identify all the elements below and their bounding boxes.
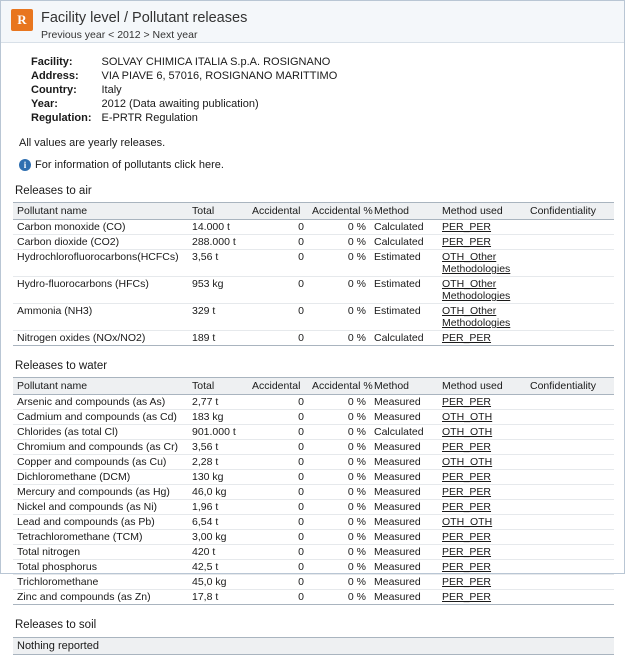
- cell-total: 3,56 t: [188, 440, 248, 455]
- cell-total: 2,28 t: [188, 455, 248, 470]
- method-used-link[interactable]: OTH_OTH: [442, 456, 493, 468]
- cell-confidentiality: [526, 235, 614, 250]
- cell-accidental-pct: 0 %: [308, 455, 370, 470]
- info-icon: i: [19, 159, 31, 171]
- cell-accidental-pct: 0 %: [308, 575, 370, 590]
- cell-method: Measured: [370, 395, 438, 410]
- cell-accidental-pct: 0 %: [308, 395, 370, 410]
- detail-label-country: Country:: [31, 84, 77, 96]
- cell-method-used[interactable]: [438, 331, 526, 346]
- cell-total: 42,5 t: [188, 560, 248, 575]
- cell-method: Estimated: [370, 250, 438, 277]
- column-confidentiality: Confidentiality: [526, 203, 614, 220]
- cell-pollutant-name: Arsenic and compounds (as As): [13, 395, 188, 410]
- cell-method: Calculated: [370, 235, 438, 250]
- cell-accidental-pct: 0 %: [308, 500, 370, 515]
- method-used-link[interactable]: OTH_Other Methodologies: [442, 305, 511, 329]
- detail-row-address: [31, 69, 337, 83]
- method-used-link[interactable]: PER_PER: [442, 441, 492, 453]
- cell-accidental: 0: [248, 455, 308, 470]
- column-method-used: Method used: [438, 203, 526, 220]
- cell-pollutant-name: Chromium and compounds (as Cr): [13, 440, 188, 455]
- method-used-link[interactable]: PER_PER: [442, 471, 492, 483]
- cell-accidental-pct: 0 %: [308, 485, 370, 500]
- cell-method: Calculated: [370, 331, 438, 346]
- cell-method-used[interactable]: [438, 575, 526, 590]
- column-pollutant-name: Pollutant name: [13, 203, 188, 220]
- method-used-link[interactable]: OTH_Other Methodologies: [442, 251, 511, 275]
- cell-confidentiality: [526, 455, 614, 470]
- cell-accidental-pct: 0 %: [308, 425, 370, 440]
- column-method: Method: [370, 378, 438, 395]
- table-row: [13, 425, 614, 440]
- cell-pollutant-name: Nitrogen oxides (NOx/NO2): [13, 331, 188, 346]
- cell-method: Measured: [370, 530, 438, 545]
- table-row: [13, 560, 614, 575]
- cell-confidentiality: [526, 560, 614, 575]
- next-year-link[interactable]: Next year: [152, 29, 198, 41]
- cell-pollutant-name: Lead and compounds (as Pb): [13, 515, 188, 530]
- cell-confidentiality: [526, 530, 614, 545]
- previous-year-link[interactable]: Previous year: [41, 29, 106, 41]
- cell-method-used[interactable]: [438, 470, 526, 485]
- releases-to-water-table: [13, 377, 614, 605]
- method-used-link[interactable]: PER_PER: [442, 531, 492, 543]
- section-title-soil: Releases to soil: [15, 619, 97, 631]
- cell-total: 46,0 kg: [188, 485, 248, 500]
- detail-label-year: Year:: [31, 98, 58, 110]
- method-used-link[interactable]: PER_PER: [442, 591, 492, 603]
- cell-method: Measured: [370, 455, 438, 470]
- method-used-link[interactable]: OTH_OTH: [442, 426, 493, 438]
- cell-confidentiality: [526, 304, 614, 331]
- cell-accidental: 0: [248, 530, 308, 545]
- cell-accidental-pct: 0 %: [308, 220, 370, 235]
- cell-accidental-pct: 0 %: [308, 331, 370, 346]
- cell-total: 189 t: [188, 331, 248, 346]
- cell-pollutant-name: Carbon dioxide (CO2): [13, 235, 188, 250]
- cell-method-used[interactable]: [438, 277, 526, 304]
- column-total: Total: [188, 203, 248, 220]
- page-title: Facility level / Pollutant releases: [41, 10, 248, 26]
- cell-accidental: 0: [248, 500, 308, 515]
- cell-method: Measured: [370, 485, 438, 500]
- releases-to-water-body: [13, 395, 614, 605]
- detail-row-facility: [31, 55, 337, 69]
- cell-pollutant-name: Hydro-fluorocarbons (HFCs): [13, 277, 188, 304]
- cell-accidental-pct: 0 %: [308, 560, 370, 575]
- cell-method-used[interactable]: [438, 304, 526, 331]
- cell-pollutant-name: Mercury and compounds (as Hg): [13, 485, 188, 500]
- cell-accidental-pct: 0 %: [308, 250, 370, 277]
- cell-confidentiality: [526, 250, 614, 277]
- table-row: [13, 575, 614, 590]
- cell-accidental-pct: 0 %: [308, 530, 370, 545]
- cell-pollutant-name: Trichloromethane: [13, 575, 188, 590]
- cell-method: Estimated: [370, 304, 438, 331]
- cell-total: 183 kg: [188, 410, 248, 425]
- cell-total: 420 t: [188, 545, 248, 560]
- cell-method-used[interactable]: [438, 560, 526, 575]
- cell-method-used[interactable]: [438, 410, 526, 425]
- cell-method-used[interactable]: [438, 530, 526, 545]
- cell-pollutant-name: Carbon monoxide (CO): [13, 220, 188, 235]
- method-used-link[interactable]: PER_PER: [442, 396, 492, 408]
- cell-method: Measured: [370, 590, 438, 605]
- cell-confidentiality: [526, 440, 614, 455]
- cell-accidental-pct: 0 %: [308, 235, 370, 250]
- cell-total: 14.000 t: [188, 220, 248, 235]
- cell-accidental: 0: [248, 545, 308, 560]
- cell-confidentiality: [526, 590, 614, 605]
- cell-method: Measured: [370, 470, 438, 485]
- cell-confidentiality: [526, 485, 614, 500]
- table-row: [13, 515, 614, 530]
- cell-confidentiality: [526, 410, 614, 425]
- cell-confidentiality: [526, 395, 614, 410]
- cell-accidental: 0: [248, 485, 308, 500]
- cell-method-used[interactable]: [438, 545, 526, 560]
- detail-label-regulation: Regulation:: [31, 112, 92, 124]
- table-header-row: [13, 378, 614, 395]
- yearly-releases-note: All values are yearly releases.: [19, 137, 166, 149]
- cell-total: 901.000 t: [188, 425, 248, 440]
- cell-accidental: 0: [248, 470, 308, 485]
- cell-total: 953 kg: [188, 277, 248, 304]
- detail-label-facility: Facility:: [31, 56, 73, 68]
- cell-method-used[interactable]: [438, 515, 526, 530]
- cell-accidental-pct: 0 %: [308, 470, 370, 485]
- separator-left: <: [108, 29, 115, 41]
- detail-label-address: Address:: [31, 70, 79, 82]
- cell-pollutant-name: Total phosphorus: [13, 560, 188, 575]
- cell-pollutant-name: Dichloromethane (DCM): [13, 470, 188, 485]
- cell-method-used[interactable]: [438, 235, 526, 250]
- soil-nothing-reported: Nothing reported: [13, 637, 614, 655]
- cell-total: 6,54 t: [188, 515, 248, 530]
- cell-confidentiality: [526, 470, 614, 485]
- cell-method-used[interactable]: [438, 500, 526, 515]
- cell-pollutant-name: Nickel and compounds (as Ni): [13, 500, 188, 515]
- cell-accidental-pct: 0 %: [308, 440, 370, 455]
- detail-value-year: 2012 (Data awaiting publication): [101, 98, 259, 110]
- method-used-link[interactable]: OTH_Other Methodologies: [442, 278, 511, 302]
- column-total: Total: [188, 378, 248, 395]
- cell-pollutant-name: Cadmium and compounds (as Cd): [13, 410, 188, 425]
- cell-method: Measured: [370, 560, 438, 575]
- cell-total: 329 t: [188, 304, 248, 331]
- cell-accidental: 0: [248, 277, 308, 304]
- method-used-link[interactable]: PER_PER: [442, 561, 492, 573]
- cell-method-used[interactable]: [438, 440, 526, 455]
- cell-accidental: 0: [248, 425, 308, 440]
- pollutant-info-link[interactable]: For information of pollutants click here.: [35, 159, 224, 171]
- cell-total: 2,77 t: [188, 395, 248, 410]
- cell-accidental: 0: [248, 220, 308, 235]
- cell-accidental-pct: 0 %: [308, 410, 370, 425]
- detail-row-regulation: [31, 111, 337, 125]
- cell-accidental: 0: [248, 410, 308, 425]
- table-row: [13, 235, 614, 250]
- cell-accidental-pct: 0 %: [308, 590, 370, 605]
- cell-pollutant-name: Chlorides (as total Cl): [13, 425, 188, 440]
- cell-method-used[interactable]: [438, 395, 526, 410]
- table-row: [13, 500, 614, 515]
- detail-value-regulation: E-PRTR Regulation: [101, 112, 198, 124]
- cell-confidentiality: [526, 515, 614, 530]
- table-row: [13, 590, 614, 605]
- cell-accidental: 0: [248, 560, 308, 575]
- cell-confidentiality: [526, 331, 614, 346]
- table-row: [13, 395, 614, 410]
- page-content: [1, 43, 624, 655]
- cell-method-used[interactable]: [438, 590, 526, 605]
- detail-value-country: Italy: [101, 84, 122, 96]
- table-row: [13, 545, 614, 560]
- cell-method-used[interactable]: [438, 250, 526, 277]
- table-header-row: [13, 203, 614, 220]
- method-used-link[interactable]: PER_PER: [442, 486, 492, 498]
- method-used-link[interactable]: PER_PER: [442, 501, 492, 513]
- table-row: [13, 331, 614, 346]
- cell-total: 288.000 t: [188, 235, 248, 250]
- cell-method: Estimated: [370, 277, 438, 304]
- table-row: [13, 220, 614, 235]
- cell-accidental: 0: [248, 515, 308, 530]
- cell-confidentiality: [526, 277, 614, 304]
- cell-pollutant-name: Hydrochlorofluorocarbons(HCFCs): [13, 250, 188, 277]
- cell-accidental-pct: 0 %: [308, 304, 370, 331]
- column-method-used: Method used: [438, 378, 526, 395]
- cell-total: 3,00 kg: [188, 530, 248, 545]
- detail-row-country: [31, 83, 337, 97]
- section-title-air: Releases to air: [15, 185, 92, 197]
- cell-method: Measured: [370, 500, 438, 515]
- cell-method-used[interactable]: [438, 425, 526, 440]
- cell-accidental: 0: [248, 590, 308, 605]
- cell-method-used[interactable]: [438, 220, 526, 235]
- table-row: [13, 304, 614, 331]
- section-title-water: Releases to water: [15, 360, 108, 372]
- table-row: [13, 250, 614, 277]
- cell-method: Calculated: [370, 425, 438, 440]
- table-row: [13, 470, 614, 485]
- cell-pollutant-name: Tetrachloromethane (TCM): [13, 530, 188, 545]
- column-method: Method: [370, 203, 438, 220]
- cell-method: Calculated: [370, 220, 438, 235]
- column-pollutant-name: Pollutant name: [13, 378, 188, 395]
- current-year: 2012: [117, 29, 141, 41]
- column-accidental-pct: Accidental %: [308, 378, 370, 395]
- page-header: [1, 1, 624, 43]
- cell-total: 3,56 t: [188, 250, 248, 277]
- cell-confidentiality: [526, 425, 614, 440]
- cell-total: 45,0 kg: [188, 575, 248, 590]
- cell-accidental: 0: [248, 235, 308, 250]
- cell-method: Measured: [370, 440, 438, 455]
- cell-total: 17,8 t: [188, 590, 248, 605]
- table-row: [13, 530, 614, 545]
- cell-total: 130 kg: [188, 470, 248, 485]
- header-text-block: [41, 9, 247, 41]
- releases-to-air-body: [13, 220, 614, 346]
- cell-method: Measured: [370, 410, 438, 425]
- table-row: [13, 410, 614, 425]
- site-logo-icon: R: [11, 9, 33, 31]
- cell-method-used[interactable]: [438, 455, 526, 470]
- table-row: [13, 440, 614, 455]
- cell-accidental: 0: [248, 395, 308, 410]
- method-used-link[interactable]: OTH_OTH: [442, 411, 493, 423]
- method-used-link[interactable]: PER_PER: [442, 221, 492, 233]
- facility-details: [31, 55, 337, 125]
- cell-accidental: 0: [248, 575, 308, 590]
- table-row: [13, 455, 614, 470]
- cell-confidentiality: [526, 575, 614, 590]
- cell-accidental: 0: [248, 304, 308, 331]
- pollutant-info-line[interactable]: [19, 159, 612, 171]
- cell-pollutant-name: Zinc and compounds (as Zn): [13, 590, 188, 605]
- method-used-link[interactable]: OTH_OTH: [442, 516, 493, 528]
- column-accidental: Accidental: [248, 203, 308, 220]
- method-used-link[interactable]: PER_PER: [442, 332, 492, 344]
- column-accidental-pct: Accidental %: [308, 203, 370, 220]
- cell-accidental-pct: 0 %: [308, 277, 370, 304]
- column-accidental: Accidental: [248, 378, 308, 395]
- cell-method: Measured: [370, 545, 438, 560]
- detail-row-year: [31, 97, 337, 111]
- table-row: [13, 485, 614, 500]
- cell-accidental: 0: [248, 250, 308, 277]
- cell-pollutant-name: Ammonia (NH3): [13, 304, 188, 331]
- cell-method: Measured: [370, 575, 438, 590]
- separator-right: >: [143, 29, 150, 41]
- cell-accidental-pct: 0 %: [308, 515, 370, 530]
- cell-method-used[interactable]: [438, 485, 526, 500]
- cell-method: Measured: [370, 515, 438, 530]
- column-confidentiality: Confidentiality: [526, 378, 614, 395]
- cell-accidental: 0: [248, 331, 308, 346]
- cell-total: 1,96 t: [188, 500, 248, 515]
- cell-pollutant-name: Total nitrogen: [13, 545, 188, 560]
- cell-confidentiality: [526, 545, 614, 560]
- cell-confidentiality: [526, 500, 614, 515]
- cell-pollutant-name: Copper and compounds (as Cu): [13, 455, 188, 470]
- method-used-link[interactable]: PER_PER: [442, 546, 492, 558]
- cell-accidental: 0: [248, 440, 308, 455]
- detail-value-address: VIA PIAVE 6, 57016, ROSIGNANO MARITTIMO: [101, 70, 338, 82]
- detail-value-facility: SOLVAY CHIMICA ITALIA S.p.A. ROSIGNANO: [101, 56, 331, 68]
- cell-confidentiality: [526, 220, 614, 235]
- cell-accidental-pct: 0 %: [308, 545, 370, 560]
- table-row: [13, 277, 614, 304]
- method-used-link[interactable]: PER_PER: [442, 576, 492, 588]
- method-used-link[interactable]: PER_PER: [442, 236, 492, 248]
- releases-to-air-table: [13, 202, 614, 346]
- year-navigation: [41, 29, 247, 41]
